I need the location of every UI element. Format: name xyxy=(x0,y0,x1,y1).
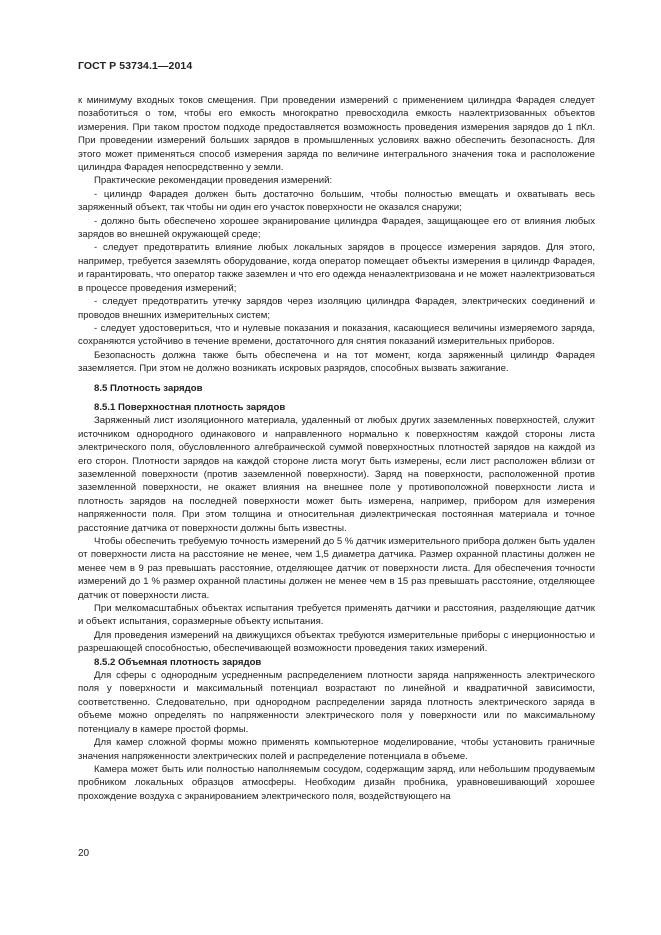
paragraph: Для сферы с однородным усредненным распределением плотности заряда напряженность электрического поля у поверхности и максимальный потенциал возрастают по линейной и квадратичной зависимости, соответственно. Следовательно, при однородном распределении заряда плотность электрического заряда в объеме можно определять по напряженности электрического поля у поверхности или по максимальному потенциалу в камере простой формы. xyxy=(78,670,595,735)
document-header: ГОСТ Р 53734.1—2014 xyxy=(78,60,193,72)
section-heading: 8.5 Плотность зарядов xyxy=(94,382,203,394)
paragraph: Для камер сложной формы можно применять компьютерное моделирование, чтобы установить граничные значения напряженности электрических полей и распределение потенциала в объеме. xyxy=(78,737,595,762)
paragraph: Заряженный лист изоляционного материала, удаленный от любых других заземленных поверхностей, служит источником однородного одинакового и направленного нормально к поверхностям каждой стороны листа электрического поля, обусловленного алгебраической суммой поверхностных плотностей зарядов на каждой из его сторон. Плотности зарядов на каждой стороне листа могут быть измерены, если лист расположен вблизи от заземленной поверхности (против заземленной поверхности). Заряд на поверхности, расположенной против заземленной поверхности, не окажет влияния на внешнее поле у противоположной поверхности листа и плотность зарядов на последней поверхности может быть измерена, например, прибором для измерения напряженности поля. При этом толщина и относительная диэлектрическая постоянная материала и точное расстояние датчика от поверхности должны быть известны. xyxy=(78,415,595,534)
list-item: - следует предотвратить влияние любых локальных зарядов в процессе измерения зарядов. Для этого, например, требуется заземлять оборудование, когда оператор помещает объекты измерения в цилиндр Фарадея, и гарантировать, что оператор также заземлен и что его одежда ненаэлектризована и не может наэлектризоваться в процессе проведения измерений; xyxy=(78,242,595,294)
document-body xyxy=(78,94,595,803)
list-item: - должно быть обеспечено хорошее экранирование цилиндра Фарадея, защищающее его от влияния любых зарядов во внешней окружающей среде; xyxy=(78,215,595,241)
list-item: - цилиндр Фарадея должен быть достаточно большим, чтобы полностью вмещать и охватывать весь заряженный объект, так чтобы ни один его участок поверхности не оказался снаружи; xyxy=(78,188,595,214)
list-item: - следует предотвратить утечку зарядов через изоляцию цилиндра Фарадея, электрических соединений и проводов внешних измерительных систем; xyxy=(78,296,595,321)
paragraph: Камера может быть или полностью наполняемым сосудом, содержащим заряд, или небольшим продуваемым пробником локальных образцов атмосферы. Необходим дизайн пробника, уравновешивающий хорошее прохождение воздуха с экранированием электрического поля, воздействующего на xyxy=(78,763,595,802)
paragraph-continuation: к минимуму входных токов смещения. При проведении измерений с применением цилиндра Фарадея следует позаботиться о том, чтобы его емкость многократно превосходила емкость наэлектризованных объектов измерения. При таком простом подходе предоставляется возможность проведения измерения зарядов до 1 пКл. При проведении измерений больших зарядов в промышленных условиях важно обеспечить безопасность. Для этого может применяться способ измерения заряда по величине интегрального значения тока и расположение цилиндра Фарадея непосредственно у земли. xyxy=(78,95,595,174)
paragraph-safety: Безопасность должна также быть обеспечена и на тот момент, когда заряженный цилиндр Фарадея заземляется. При этом не должно возникать искровых разрядов, способных вызвать зажигание. xyxy=(78,349,595,375)
subsection-heading: 8.5.2 Объемная плотность зарядов xyxy=(94,656,262,668)
paragraph: При мелкомасштабных объектах испытания требуется применять датчики и расстояния, разделяющие датчик и объект испытания, соразмерные объекту испытания. xyxy=(78,603,595,628)
paragraph: Чтобы обеспечить требуемую точность измерений до 5 % датчик измерительного прибора должен быть удален от поверхности листа на расстояние не менее, чем 1,5 диаметра датчика. Размер охранной пластины должен не менее чем в 9 раз превышать расстояние, отделяющее датчик от поверхности листа. Для обеспечения точности измерений до 1 % размер охранной пластины должен не менее чем в 15 раз превышать расстояние, отделяющее датчик от поверхности листа. xyxy=(78,536,595,601)
paragraph-recommendations-intro: Практические рекомендации проведения измерений: xyxy=(94,175,333,187)
subsection-heading: 8.5.1 Поверхностная плотность зарядов xyxy=(94,401,286,413)
list-item: - следует удостовериться, что и нулевые показания и показания, касающиеся величины измеряемого заряда, сохраняются устойчиво в течение времени, достаточного для снятия показаний измерительных приборов. xyxy=(78,322,595,348)
page-number: 20 xyxy=(78,848,90,859)
paragraph: Для проведения измерений на движущихся объектах требуются измерительные приборы с инерционностью и разрешающей способностью, обеспечивающей возможности проведения таких измерений. xyxy=(78,629,595,655)
